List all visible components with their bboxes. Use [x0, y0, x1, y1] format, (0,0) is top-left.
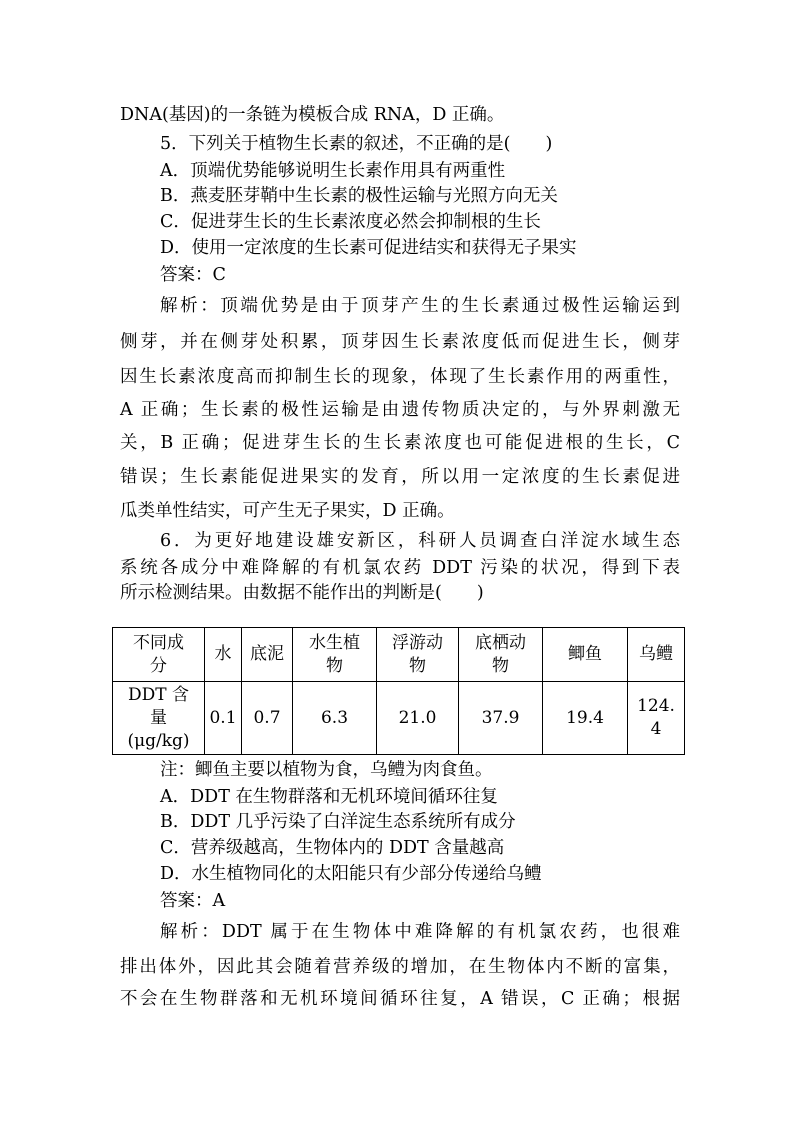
question-5-explanation-line: 瓜类单性结实，可产生无子果实，D 正确。 — [120, 501, 455, 521]
table-note: 注：鲫鱼主要以植物为食，乌鳢为肉食鱼。 — [160, 760, 493, 780]
question-5-stem: 5．下列关于植物生长素的叙述，不正确的是( ) — [160, 134, 553, 154]
text-line: DNA(基因)的一条链为模板合成 RNA，D 正确。 — [120, 105, 505, 125]
table-header-row — [113, 628, 685, 682]
table-row — [113, 682, 685, 755]
table-cell: 124. 4 — [628, 682, 685, 755]
table-header-cell: 乌鳢 — [628, 628, 685, 682]
question-5-explanation-line: 关，B 正确；促进芽生长的生长素浓度也可能促进根的生长，C — [120, 433, 680, 453]
question-6-explanation-line: 不会在生物群落和无机环境间循环往复，A 错误，C 正确；根据 — [120, 989, 680, 1009]
table-cell: 0.1 — [205, 682, 242, 755]
question-5-explanation-line: 解析：顶端优势是由于顶芽产生的生长素通过极性运输运到 — [160, 296, 680, 316]
table-header-cell: 浮游动 物 — [377, 628, 459, 682]
table-header-cell: 底栖动 物 — [459, 628, 543, 682]
table-header-cell: 鲫鱼 — [543, 628, 628, 682]
question-5-explanation-line: 错误；生长素能促进果实的发育，所以用一定浓度的生长素促进 — [120, 467, 680, 487]
question-6-option-c: C．营养级越高，生物体内的 DDT 含量越高 — [160, 838, 505, 858]
question-6-explanation-line: 解析：DDT 属于在生物体中难降解的有机氯农药，也很难 — [160, 922, 680, 942]
table-cell: 6.3 — [293, 682, 377, 755]
question-6-stem-line: 系统各成分中难降解的有机氯农药 DDT 污染的状况，得到下表 — [120, 558, 680, 578]
table-cell: 37.9 — [459, 682, 543, 755]
question-5-option-c: C．促进芽生长的生长素浓度必然会抑制根的生长 — [160, 212, 541, 232]
table-cell: 19.4 — [543, 682, 628, 755]
table-header-cell: 水生植 物 — [293, 628, 377, 682]
table-header-cell: 水 — [205, 628, 242, 682]
table-row-label: DDT 含 量 (μg/kg) — [113, 682, 205, 755]
table-cell: 21.0 — [377, 682, 459, 755]
question-5-option-d: D．使用一定浓度的生长素可促进结实和获得无子果实 — [160, 238, 577, 258]
question-6-answer: 答案：A — [160, 891, 226, 911]
question-5-explanation-line: 侧芽，并在侧芽处积累，顶芽因生长素浓度低而促进生长，侧芽 — [120, 332, 680, 352]
question-5-option-b: B．燕麦胚芽鞘中生长素的极性运输与光照方向无关 — [160, 186, 558, 206]
question-5-explanation-line: A 正确；生长素的极性运输是由遗传物质决定的，与外界刺激无 — [120, 400, 680, 420]
table-header-cell: 底泥 — [242, 628, 293, 682]
question-6-option-b: B．DDT 几乎污染了白洋淀生态系统所有成分 — [160, 812, 516, 832]
question-6-option-a: A．DDT 在生物群落和无机环境间循环往复 — [160, 787, 498, 807]
question-5-explanation-line: 因生长素浓度高而抑制生长的现象，体现了生长素作用的两重性， — [120, 367, 680, 387]
table-header-cell: 不同成 分 — [113, 628, 205, 682]
question-6-stem-line: 所示检测结果。由数据不能作出的判断是( ) — [120, 583, 484, 603]
question-6-stem-line: 6．为更好地建设雄安新区，科研人员调查白洋淀水域生态 — [160, 531, 680, 551]
table-cell: 0.7 — [242, 682, 293, 755]
question-6-option-d: D．水生植物同化的太阳能只有少部分传递给乌鳢 — [160, 864, 542, 884]
question-5-option-a: A．顶端优势能够说明生长素作用具有两重性 — [160, 161, 506, 181]
ddt-table — [112, 627, 685, 755]
question-6-explanation-line: 排出体外，因此其会随着营养级的增加，在生物体内不断的富集， — [120, 957, 680, 977]
question-5-answer: 答案：C — [160, 265, 226, 285]
